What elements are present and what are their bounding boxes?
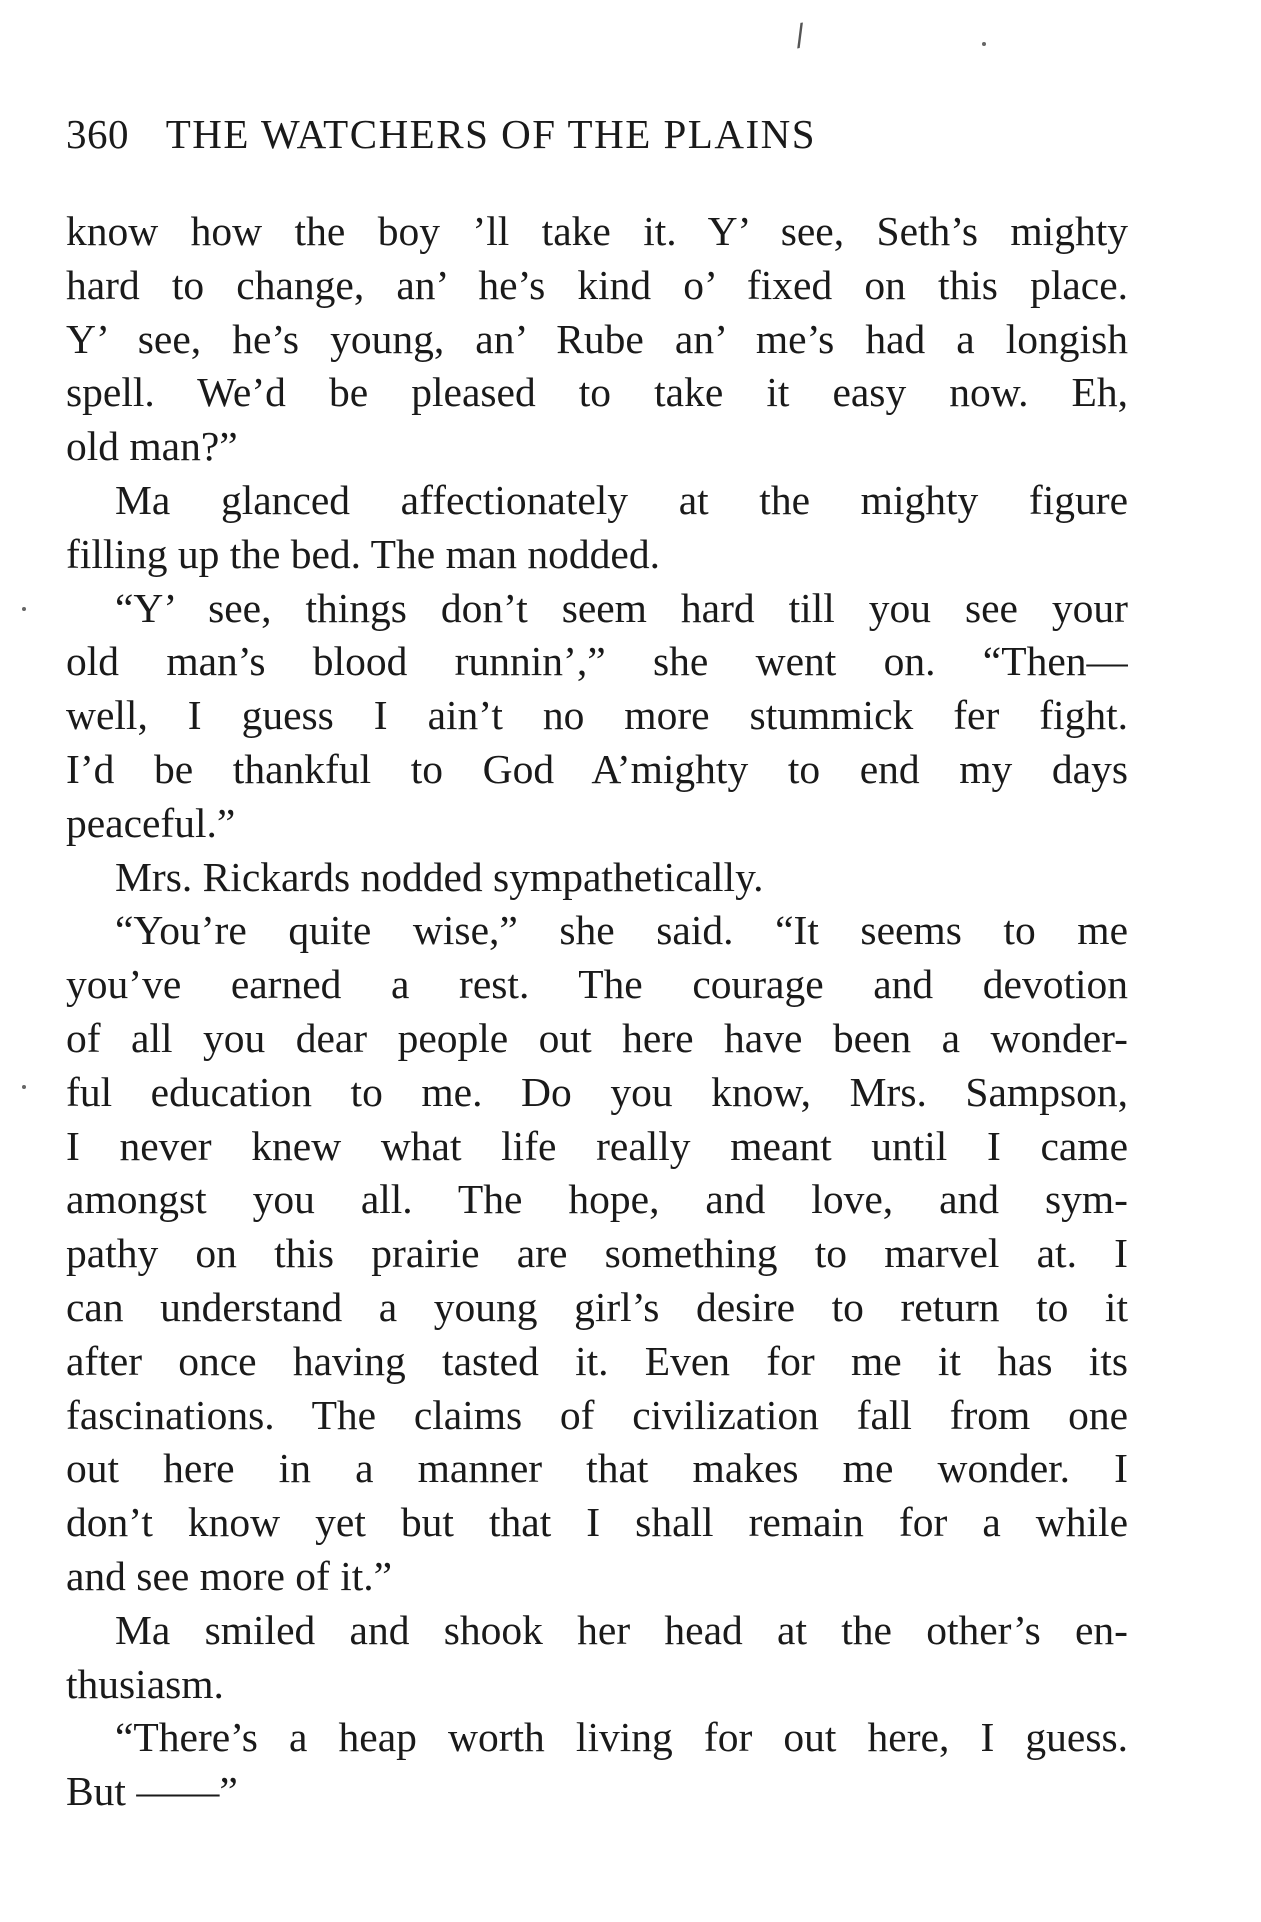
text-line: filling up the bed. The man nodded. [66, 530, 660, 577]
text-line: Ma glanced affectionately at the mighty figure [115, 476, 1128, 523]
text-line: old man?” [66, 423, 238, 470]
text-line: you’ve earned a rest. The courage and devotion [66, 961, 1128, 1008]
text-line: spell. We’d be pleased to take it easy now. Eh, [66, 369, 1128, 416]
text-line: “Y’ see, things don’t seem hard till you see your [115, 584, 1128, 631]
text-line: ful education to me. Do you know, Mrs. Sampson, [66, 1068, 1128, 1115]
margin-speck-left-2 [22, 1085, 26, 1089]
body-text [66, 205, 1128, 1819]
text-line: hard to change, an’ he’s kind o’ fixed on this place. [66, 261, 1128, 308]
running-title: THE WATCHERS OF THE PLAINS [165, 111, 817, 157]
running-header [66, 108, 1166, 160]
text-line: and see more of it.” [66, 1552, 393, 1599]
text-line: But ——” [66, 1768, 238, 1815]
text-line: I’d be thankful to God A’mighty to end my days [66, 745, 1128, 792]
text-line: “You’re quite wise,” she said. “It seems to me [115, 907, 1128, 954]
text-line: fascinations. The claims of civilization fall from one [66, 1391, 1128, 1438]
text-line: old man’s blood runnin’,” she went on. “Then— [66, 638, 1128, 685]
text-line: know how the boy ’ll take it. Y’ see, Seth’s mighty [66, 208, 1128, 254]
text-line: can understand a young girl’s desire to return to it [66, 1283, 1128, 1330]
text-line: of all you dear people out here have been a wonder- [66, 1014, 1128, 1061]
text-line: after once having tasted it. Even for me it has its [66, 1337, 1128, 1384]
text-line: well, I guess I ain’t no more stummick fer fight. [66, 692, 1128, 739]
text-line: Mrs. Rickards nodded sympathetically. [115, 853, 764, 900]
text-line: peaceful.” [66, 799, 236, 846]
margin-speck-left-1 [22, 607, 26, 611]
margin-speck-top [982, 42, 986, 46]
text-line: pathy on this prairie are something to marvel at. I [66, 1230, 1128, 1277]
page-number: 360 [66, 111, 129, 157]
text-line: thusiasm. [66, 1660, 224, 1707]
text-line: I never knew what life really meant until I came [66, 1122, 1128, 1169]
text-line: amongst you all. The hope, and love, and sym- [66, 1176, 1128, 1223]
text-line: don’t know yet but that I shall remain for a while [66, 1499, 1128, 1546]
margin-pencil-tick: / [792, 17, 809, 54]
text-line: Ma smiled and shook her head at the other’s en- [115, 1606, 1128, 1653]
text-line: out here in a manner that makes me wonder. I [66, 1445, 1128, 1492]
text-line: “There’s a heap worth living for out here, I guess. [115, 1714, 1128, 1761]
text-line: Y’ see, he’s young, an’ Rube an’ me’s had a longish [66, 315, 1128, 362]
